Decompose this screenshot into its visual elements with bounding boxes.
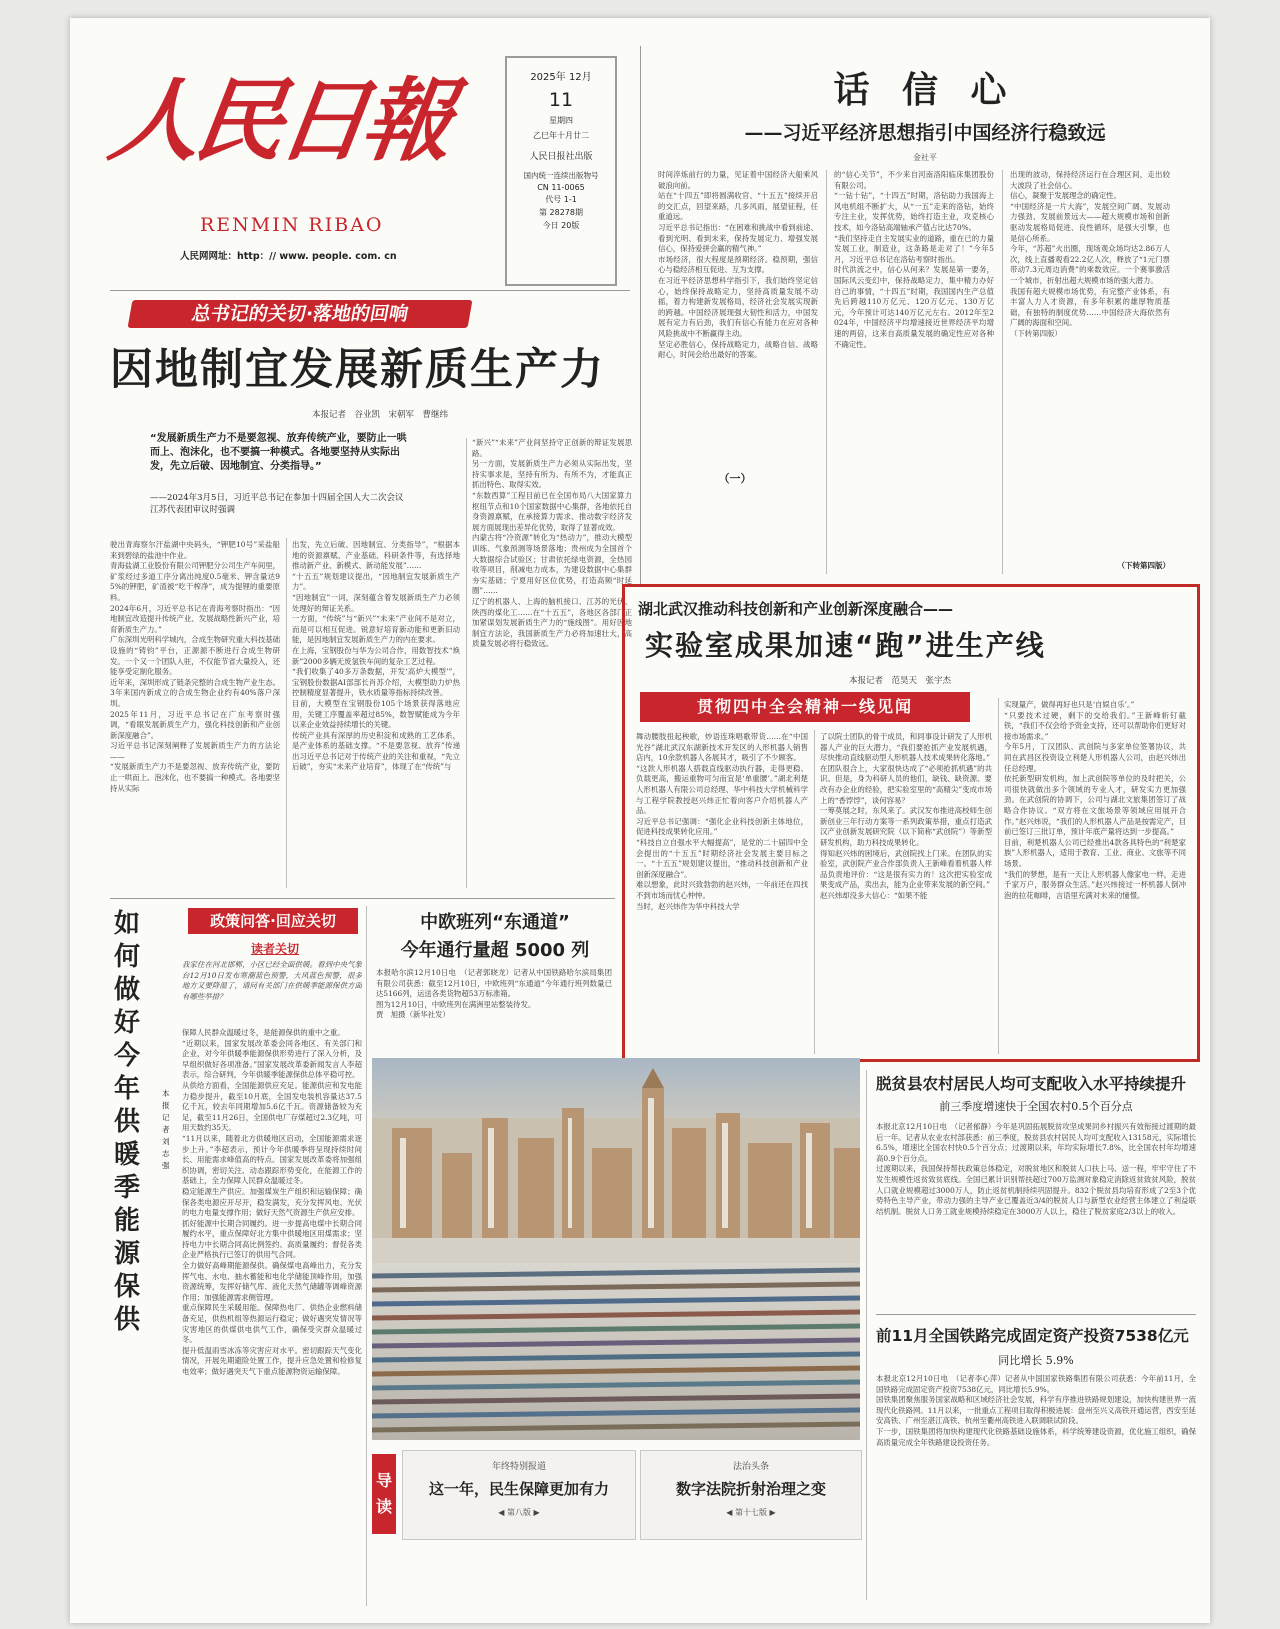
date-pages: 今日 20版 xyxy=(542,221,580,230)
heating-reader-question: 我家住在河北邯郸，小区已经全面供暖。看到中央气象台12月10日发布寒潮蓝色预警，大风蓝色预警，很多地方又要降温了，请问有关部门在供暖季能源保供方面有哪些举措？ xyxy=(182,960,362,1001)
train-photo-graphic xyxy=(372,1058,860,1440)
date-issue: 第 28278期 xyxy=(539,208,583,217)
train-headline-2: 今年通行量超 5000 列 xyxy=(400,940,590,961)
heating-vertical-byline: 本报记者 刘志强 xyxy=(162,1089,177,1170)
heating-vertical-title: 如何做好今年供暖季能源保供 xyxy=(114,909,141,1335)
date-box xyxy=(505,56,617,286)
heating-reader-concern: 读者关切 xyxy=(250,942,299,956)
date-year-month: 2025年 12月 xyxy=(530,72,592,83)
top-right-col-2: 的“信心关节”，不少来自河南洛阳临床集团股份有限公司。 “一钻十钻”，“十四五”时期，洛钻助力我国海上风电机组不断扩大，从“一五”走来的洛钻，始终专注主业，发挥优势，始终打造主业，攻克核心技术，如今洛钻高端轴承产值占比达70%。 “我们坚持走自主发展实业的道路，重在已的力量发展工业，制造业，这条路是走对了！”今年5月，习近平总书记在洛钻考察时指出。 时代洪流之中，信心从何来？发展是第一要务，国际风云变幻中，保持战略定力，集中精力办好自己的事情，“十四五”时期，我国国内生产总值先后跨越110万亿元、120万亿元、130万亿元，今年预计可达140万亿元左右。2012年至2024年，中国经济平均增速接近世界经济平均增速的两倍，这来自高质量发展的确定性应对各种不确定性。 xyxy=(834,170,994,349)
red-box-col-1: 舞动腰肢扭起秧歌，炒语连珠唱歌带货……在“中国光谷”湖北武汉东湖新技术开发区的人形机器人销售店内，10余款机器人各展其才，吸引了不少顾客。 “这款人形机器人搭载直线驱动执行器，走得更稳、负载更高，搬运重物可匀而宜是‘单重腰’。”湖北利楚人形机器人有限公司总经理、华中科技大学机械科学与工程学院教授赵兴炜正忙着向客户介绍机器人产品。 习近平总书记强调：“强化企业科技创新主体地位，促进科技成果转化应用。” “科技自立自强水平大幅提高”，是党的二十届四中全会提出的“十五五”时期经济社会发展主要目标之一。“十五五”规划建议提出，“推动科技创新和产业创新深度融合”。 难以想象，此时兴致勃勃的赵兴炜，一年前还在四找不到市场而忧心忡忡。 当时，赵兴炜作为华中科技大学 xyxy=(636,732,808,911)
guide-item-1-page-label: 第八版 xyxy=(507,1508,531,1517)
train-text: 本报哈尔滨12月10日电 （记者郭晓龙）记者从中国铁路哈尔滨局集团有限公司获悉：截至12月10日，中欧班列“东通道”今年通行班列数量已达5166列，运送各类货物超53万标准箱。 图为12月10日，中欧班列在满洲里站整装待发。 贾 旭摄（新华社发） xyxy=(376,968,612,1020)
left-top-kicker: 总书记的关切·落地的回响 xyxy=(128,300,473,328)
guide-item-2-page: ◀ 第十七版 ▶ xyxy=(726,1508,776,1517)
train-headline-1: 中欧班列“东通道” xyxy=(420,912,570,933)
guide-item-2-page-label: 第十七版 xyxy=(735,1508,767,1517)
red-box-col-3: 实现量产，做得再好也只是‘自娱自乐’。” “只要技术过硬，剩下的交给我们。”王新峰斩钉截铁，“我们不仅会给予资金支持，还可以帮助你们更好对接市场需求。” 今年5月，丁汉团队、武创院与多家单位签署协议，共同在武昌区投资设立利楚人形机器人公司，由赵兴炜出任总经理。 依托新型研发机构，加上武创院等单位的及时把关，公司很快就做出多个领域的专业人才，研发实力更加强劲。在武创院的协调下，公司与湖北文旅集团签订了战略合作协议。“双方将在文旅场景等领域应用展开合作。”赵兴炜说，“我们的人形机器人产品是按需定产，目前已签订三批订单，预计年底产量将达到一步提高。” 目前，利楚机器人公司已经推出4款各具特色的“利楚家族”人形机器人，适用于教育、工业、商业、文旅等不同场景。 “我们的梦想，是有一天让人形机器人像家电一样，走进千家万户，服务群众生活。”赵兴炜接过一杯机器人倒冲泡的拉花咖啡，言语里充满对未来的憧憬。 xyxy=(1004,700,1186,900)
left-top-quote: “发展新质生产力不是要忽视、放弃传统产业，要防止一哄而上、泡沫化，也不要搞一种模式。各地要坚持从实际出发，先立后破、因地制宜、分类指导。” xyxy=(150,433,407,472)
train-photo xyxy=(372,1058,860,1440)
top-right-section-mark: （一） xyxy=(718,472,752,485)
income-subheadline: 前三季度增速快于全国农村0.5个百分点 xyxy=(939,1100,1133,1113)
heating-reply: 保障人民群众温暖过冬，是能源保供的重中之重。 “近期以来，国家发展改革委会同各地区、有关部门和企业，对今年供暖季能源保供形势进行了深入分析，及早组织做好各项准备。”国家发展改革委新闻发言人李超表示，综合研判，今年供暖季能源保供总体平稳可控。 从供给方面看，全国能源供应充足。能源供应和发电能力稳步提升，截至10月底，全国发电装机容量达37.5亿千瓦，较去年同期增加5.6亿千瓦。资源储备较为充足，截至11月26日，全国供电厂存煤超过2.3亿吨，可用天数约35天。 “11月以来，随着北方供暖地区启动，全国能源需求逐步上升。”李超表示，预计今年供暖季将呈现持续时间长、用能需求峰值高的特点。国家发展改革委将加强组织协调，密切关注、动态跟踪形势变化，在能源工作的基础上，全力保障人民群众温暖过冬。 稳定能源生产供应。加强煤炭生产组织和运输保障；确保各类电源应开尽开，稳发满发，充分发挥风电、光伏的电力电量支撑作用；做好天然气资源生产供应安排。 抓好能源中长期合同履约。进一步提高电煤中长期合同履约水平，重点保障好北方集中供暖地区用煤需求；坚持电力中长期合同高比例签约、高质量履约；督促各类企业严格执行已签订的供用气合同。 全力做好高峰期能源保供。确保煤电高峰出力，充分发挥气电、水电、抽水蓄能和电化学储能顶峰作用，加强资源统筹，发挥好储气库、液化天然气储罐等调峰资源作用；加强能源需求侧管理。 重点保障民生采暖用能。保障热电厂、供热企业燃料储备充足，供热机组等热源运行稳定；做好遇突发情况等灾害地区的供煤供电供气工作，确保受灾群众温暖过冬。 提升低温雨雪冰冻等灾害应对水平。密切跟踪天气变化情况，开展先期避险处置工作，提升应急处置和检修复电效率；做好遇突天气下重点能源物资运输保障。 xyxy=(182,1028,362,1376)
heating-tag: 政策问答·回应关切 xyxy=(188,908,358,934)
left-top-quote-source: ——2024年3月5日，习近平总书记在参加十四届全国人大二次会议江苏代表团审议时强调 xyxy=(150,493,404,515)
income-text: 本报北京12月10日电 （记者郁静）今年是巩固拓展脱贫攻坚成果同乡村振兴有效衔接过渡期的最后一年。记者从农业农村部获悉：前三季度，脱贫县农村居民人均可支配收入13158元，实际增长6.5%，增速比全国农村快0.5个百分点；过渡期以来，年均实际增长7.8%，比全国农村年均增速高0.9个百分点。 过渡期以来，我国保持帮扶政策总体稳定，对脱贫地区和脱贫人口扶上马、送一程，牢牢守住了不发生规模性返贫致贫底线。全国已累计识别帮扶超过700万监测对象稳定消除返贫致贫风险，脱贫人口就业规模超过3000万人，防止返贫机制持续巩固提升。832个脱贫县均培育形成了2至3个优势特色主导产业，带动力强的主导产业已覆盖近3/4的脱贫人口与新型农业经营主体建立了利益联结机制。脱贫人口务工就业规模持续稳定在3000万人以上，稳住了脱贫家庭2/3以上的收入。 xyxy=(876,1122,1196,1216)
red-box-byline: 本报记者 范昊天 张宇杰 xyxy=(848,676,951,686)
railway-text: 本报北京12月10日电 （记者李心萍）记者从中国国家铁路集团有限公司获悉：今年前11月，全国铁路完成固定资产投资7538亿元，同比增长5.9%。 国铁集团聚焦服务国家战略和区域经济社会发展，科学有序推进铁路规划建设，加快构建世界一流现代化铁路网。11月以来，一批重点工程项目取得积极进展：盘州至兴义高铁开通运营，西安至延安高铁、广州至湛江高铁、杭州至衢州高铁进入联调联试阶段。 下一步，国铁集团将加快构建现代化铁路基础设施体系，科学统筹建设资源，优化施工组织，确保高质量完成全年铁路建设投资任务。 xyxy=(876,1374,1196,1447)
guide-item-1-title: 这一年，民生保障更加有力 xyxy=(428,1480,609,1498)
railway-subheadline: 同比增长 5.9% xyxy=(998,1354,1074,1367)
guide-item-1-kicker: 年终特别报道 xyxy=(491,1462,546,1472)
guide-item-1-page: ◀ 第八版 ▶ xyxy=(498,1508,540,1517)
masthead-pinyin: RENMIN RIBAO xyxy=(200,214,384,236)
red-box-kicker: 湖北武汉推动科技创新和产业创新深度融合—— xyxy=(638,600,954,618)
top-right-author: 金社平 xyxy=(913,153,937,162)
red-box-col-2: 了以院士团队的骨干成员，和同事设计研发了人形机器人产业的巨大潜力，“我们要抢抓产业发展机遇，尽快推动直线驱动型人形机器人技术成果转化落地。” 在团队很合上，大家很快达成了“必须抢抓机遇”的共识。但是，身为科研人员的他们，缺钱、缺资源、要改有办企业的经验，把实验室里的“高精尖”变成市场上的“香饽饽”，谈何容易？ 一筹莫展之时，东风来了。武汉发布推进高校师生创新创业三年行动方案等一系列政策举措，重点打造武汉产业创新发展研究院（以下简称“武创院”）等新型研发机构，助力科技成果转化。 得知赵兴炜的困境后，武创院找上门来。在团队的实验室，武创院产业合作部负责人王新峰看着机器人样品负责地评价：“这是很有实力的！这次把实验室成果变成产品，卖出去，能为企业带来发展的新空间。” 赵兴炜却没多大信心：“如果不能 xyxy=(820,732,992,900)
income-headline: 脱贫县农村居民人均可支配收入水平持续提升 xyxy=(876,1075,1187,1093)
date-day: 11 xyxy=(548,89,574,111)
top-right-col-3: 出现的波动，保持经济运行在合理区间，走出较大波段了社会信心。 信心，凝聚于发展理念的确定性。 “中国经济是一片大海”，发展空间广阔、发展动力强劲、发展前景远大——超大规模市场和创新驱动发展格局促进、良性循环，是强大引擎，也是信心所系。 今年，“苏超”火出圈，现场观众场均达2.86万人次，线上直播观看22.2亿人次，释放了“1元门票带动7.3元周边消费”的乘数效应。一个赛事激活一个城市，折射出超大规模市场的强大潜力。 我国有超大规模市场优势，有完整产业体系，有丰富人力人才资源，有多年积累的雄厚物质基础，有独特的制度优势……中国经济大海依然有广阔的海面和空间。 （下转第四版） xyxy=(1010,170,1170,338)
guide-item-2-title: 数字法院折射治理之变 xyxy=(675,1480,826,1498)
top-right-headline: 话 信 心 xyxy=(833,70,1017,111)
left-top-col-3: “新兴”“未来”产业间坚持守正创新的辩证发展思路。 另一方面，发展新质生产力必须从实际出发，坚持实事求是，坚持有所为、有所不为，才能真正抓出特色、取得实效。 “东数西算”工程目前已在全国布局八大国家算力枢纽节点和10个国家数据中心集群，各地依托自身资源禀赋，在承接算力需求、推动数字经济发展方面展现出差异化优势，取得了显著成效。 内蒙古将“冷资源”转化为“热动力”，推动大模型训练、气象预测等场景落地；贵州成为全国首个大数据综合试验区；甘肃依托绿电资源，全热园收等项目，削减电力成本，为建设数据中心集群夯实基础；宁夏用好区位优势，打造高频“时延圈”…… 辽宁的机器人、上海的脑机接口、江苏的光伏、陕西的煤化工……在“十五五”，各地区各部门正加紧谋划发展新质生产力的“施线图”。用好因地制宜方法论，我国新质生产力必将加速壮大，高质量发展必将行稳致远。 xyxy=(472,438,632,649)
date-issn: 国内统一连续出版物号 xyxy=(523,171,599,180)
date-publisher: 人民日报社出版 xyxy=(529,152,593,162)
guide-label: 导读 xyxy=(372,1454,396,1534)
top-right-subtitle: ——习近平经济思想指引中国经济行稳致远 xyxy=(744,122,1106,144)
railway-headline: 前11月全国铁路完成固定资产投资7538亿元 xyxy=(876,1327,1189,1345)
masthead-website[interactable]: 人民网网址：http：// www. people. com. cn xyxy=(180,251,397,262)
top-right-col-1: 时间淬炼前行的力量，见证着中国经济大船乘风破浪向前。 站在“十四五”即将圆满收官、“十五五”接续开启的交汇点，回望来路，几多风雨，展望征程，任重道远。 习近平总书记指出：“在困难和挑战中看到前途、看到光明、看到未来，保持发展定力、增强发展信心，保持爱拼会赢的精气神。” 市场经济，很大程度是预期经济。稳预期，强信心与稳经济相互促进、互为支撑。 在习近平经济思想科学指引下，我们始终坚定信心，始终保持战略定力，坚持高质量发展不动摇，着力构建新发展格局，经济社会发展实现新的跨越。中国经济展现强大韧性和活力，中国发展有定力有后劲，我们有信心有能力在应对各种风险挑战中不断赢得主动。 坚定必胜信心，保持战略定力，战略自信、战略耐心，时间会给出最好的答案。 xyxy=(658,170,818,360)
left-top-byline: 本报记者 谷业凯 宋朝军 曹继纬 xyxy=(311,410,448,420)
guide-item-2[interactable] xyxy=(640,1450,862,1540)
date-cn: CN 11-0065 xyxy=(537,183,585,192)
red-box-headline: 实验室成果加速“跑”进生产线 xyxy=(645,629,1046,662)
guide-item-2-kicker: 法治头条 xyxy=(732,1462,769,1472)
left-top-headline: 因地制宜发展新质生产力 xyxy=(110,345,605,395)
date-lunar: 乙巳年十月廿二 xyxy=(533,131,589,140)
date-code: 代号 1-1 xyxy=(545,195,577,204)
date-weekday: 星期四 xyxy=(549,116,573,125)
red-box-tag: 贯彻四中全会精神一线见闻 xyxy=(640,692,970,722)
newspaper-page xyxy=(70,18,1210,1623)
left-top-col-2: 出发，先立后破、因地制宜、分类指导”，“根据本地的资源禀赋、产业基础、科研条件等，有选择地推动新产业、新模式、新动能发展”…… “十五五”规划建议提出，“因地制宜发展新质生产力”。 “因地制宜”一词，深刻蕴含着发展新质生产力必须处理好的辩证关系。 一方面，“传统”与“新兴”“未来”产业间不是对立，而是可以相互促进。锐意好培育新动能和更新旧动能，是因地制宜发展新质生产力的内在要求。 在上海，宝钢股份与华为公司合作，用数智技术“焕新”2000多辆无废氢铁车间的复杂工艺过程。 “我们收集了40多万条数据，开发‘高炉大模型’”，宝钢股份数据AI部部长肖苏介绍，大模型助力炉热控制精度显著提升，铁水质量等指标持续改善。 目前，大模型在宝钢股份105个场景获得落地应用，关键工序覆盖率超过85%，数智赋能成为今年以来企业效益持续增长的关键。 传统产业具有深厚的历史积淀和成熟的工艺体系，是产业体系的基础支撑。“不是要忽视、放弃”传递出习近平总书记对于传统产业的关注和重视，“先立后破”，夯实“未来产业培育”，体现了在“传统”与 xyxy=(292,540,460,772)
left-top-col-1: 驶出青海察尔汗盐湖中央码头，“钾肥10号”采盐船来到碧绿的盐池中作业。 青海盐湖工业股份有限公司钾肥分公司生产车间里，矿浆经过多道工序分离出纯度0.5毫米、钾含量达95%的钾肥，矿渣被“吃干榨净”，成为提锂的重要原料。 2024年6月，习近平总书记在青海考察时指出：“因地制宜改造提升传统产业、发展战略性新兴产业，培育新质生产力。” 广东深圳光明科学城内，合成生物研究重大科技基础设施的“铸钧”平台，正源源不断进行合成生物研发。一个又一个团队入驻，不仅能节省大量投入，还能享受定制化服务。 近年来，深圳形成了链条完整的合成生物产业生态。3年来国内新成立的合成生物企业约有40%落户深圳。 2025年11月，习近平总书记在广东考察时强调，“看眼发展新质生产力，强化科技创新和产业创新深度融合”。 习近平总书记深刻阐释了发展新质生产力的方法论—— “发展新质生产力不是要忽视、放弃传统产业，要防止一哄而上、泡沫化，也不要搞一种模式。各地要坚持从实际 xyxy=(110,540,280,793)
top-right-continued[interactable]: （下转第四版） xyxy=(1117,561,1170,570)
guide-item-1[interactable] xyxy=(402,1450,636,1540)
masthead-title: 人民日報 xyxy=(103,68,455,174)
